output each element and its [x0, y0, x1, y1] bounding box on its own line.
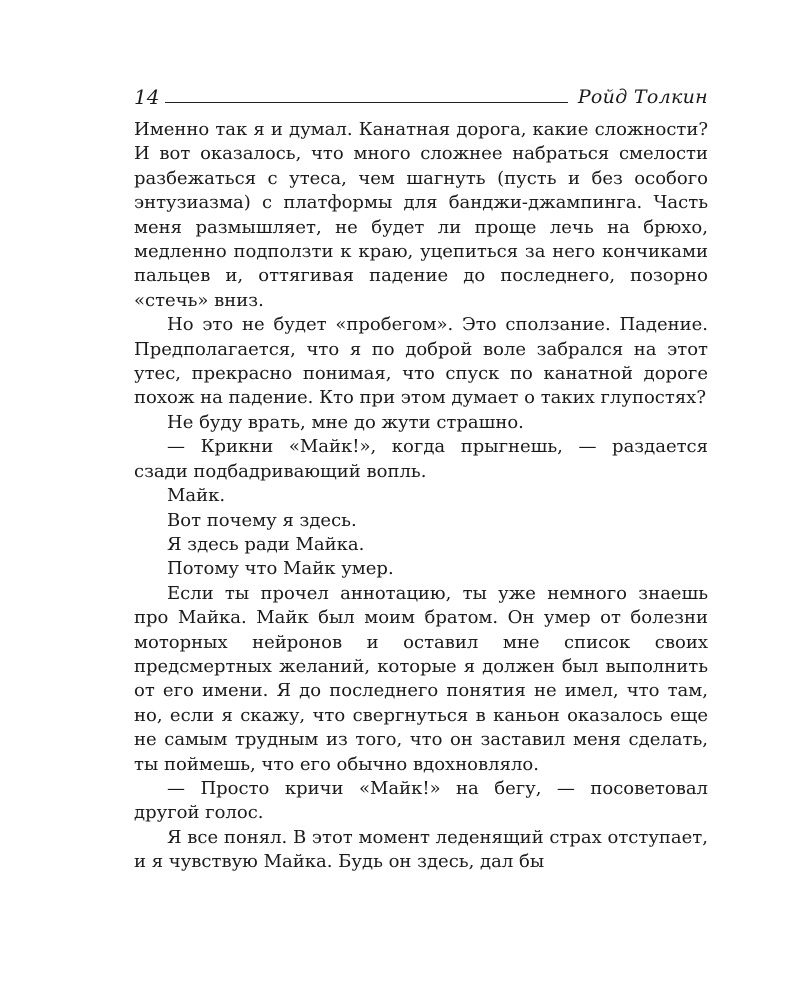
running-title: Ройд Толкин	[577, 86, 708, 108]
header-rule	[165, 102, 567, 103]
paragraph: Потому что Майк умер.	[167, 558, 394, 580]
body-text	[134, 118, 708, 875]
running-head	[134, 80, 708, 108]
paragraph: Не буду врать, мне до жути страшно.	[167, 411, 524, 433]
page-number: 14	[134, 85, 160, 109]
paragraph: Именно так я и думал. Канатная дорога, какие сложности? И вот оказалось, что много сложнее набраться смелости разбежаться с утеса, чем шагнуть (пусть и без особого энтузиазма) с платформы для банджи-джампинга. Часть меня размышляет, не будет ли проще лечь на брюхо, медленно подползти к краю, уцепиться за него кончиками пальцев и, оттягивая падение до последнего, позорно «стечь» вниз.	[134, 119, 708, 311]
paragraph: Я здесь ради Майка.	[167, 533, 365, 555]
paragraph: — Крикни «Майк!», когда прыгнешь, — раздается сзади подбадривающий вопль.	[134, 436, 708, 482]
paragraph: Но это не будет «пробегом». Это сползание. Падение. Предполагается, что я по доброй воле забрался на этот утес, прекрасно понимая, что спуск по канатной дороге похож на падение. Кто при этом думает о таких глупостях?	[134, 314, 708, 409]
paragraph: — Просто кричи «Майк!» на бегу, — посоветовал другой голос.	[134, 777, 708, 824]
paragraph: Я все понял. В этот момент леденящий страх отступает, и я чувствую Майка. Будь он здесь, дал бы	[134, 826, 708, 873]
paragraph: Если ты прочел аннотацию, ты уже немного знаешь про Майка. Майк был моим братом. Он умер от болезни моторных нейронов и оставил мне список своих предсмертных желаний, которые я должен был выполнить от его имени. Я до последнего понятия не имел, что там, но, если я скажу, что свергнуться в каньон оказалось еще не самым трудным из того, что он заставил меня сделать, ты поймешь, что его обычно вдохновляло.	[134, 582, 708, 775]
paragraph: Вот почему я здесь.	[167, 509, 357, 531]
paragraph: Майк.	[167, 485, 226, 507]
